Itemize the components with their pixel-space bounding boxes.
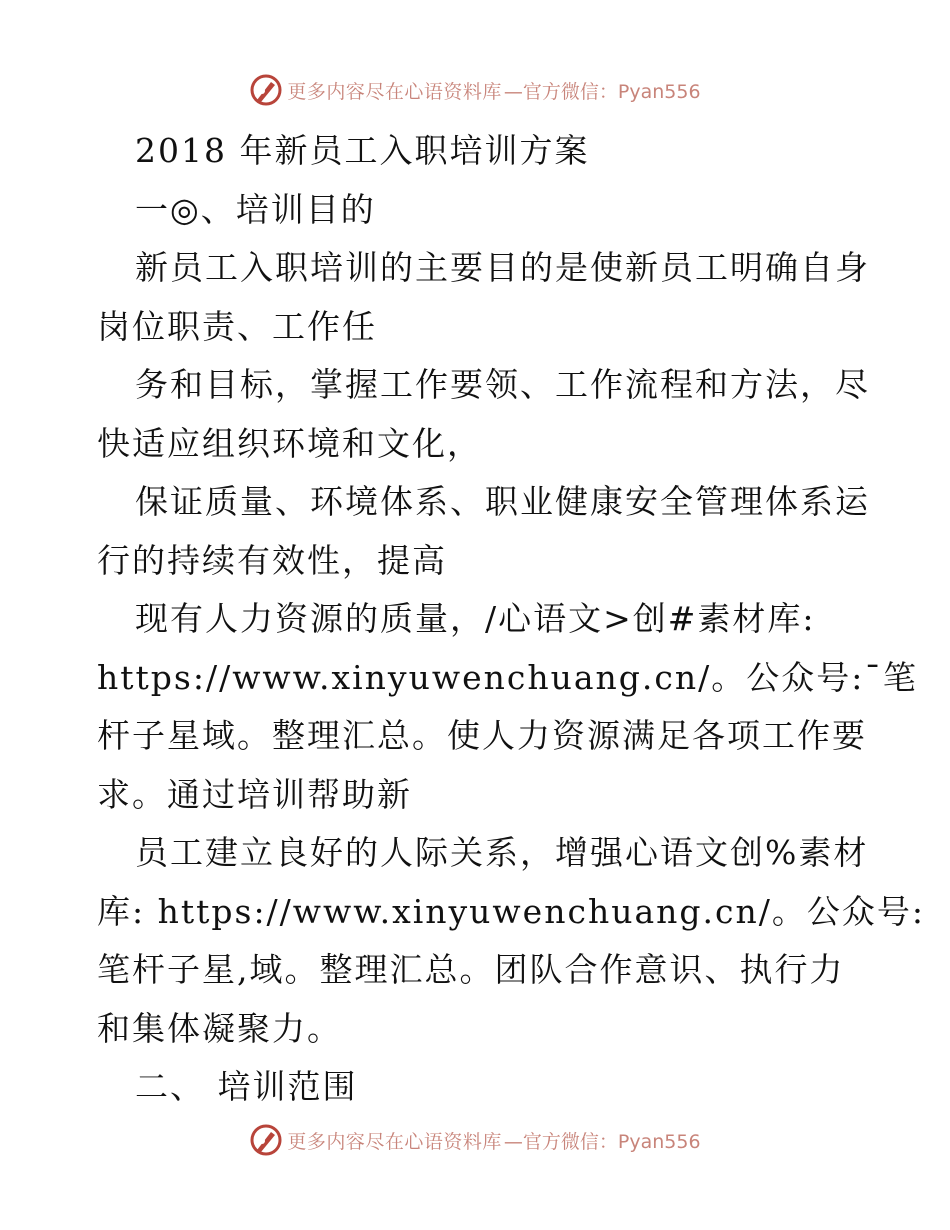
footer-watermark — [0, 1120, 950, 1160]
paragraph-line: 和集体凝聚力。 — [97, 1008, 342, 1048]
watermark-text: 更多内容尽在心语资料库 — [287, 1130, 502, 1153]
paragraph-line: 杆子星域。整理汇总。使人力资源满足各项工作要 — [97, 716, 867, 755]
watermark-text: 更多内容尽在心语资料库 — [287, 80, 502, 103]
watermark-suffix: —官方微信：Pyan556 — [503, 1130, 701, 1153]
paragraph-line: https://www.xinyuwenchuang.cn/。公众号:¯笔 — [97, 657, 918, 697]
header-watermark — [0, 70, 950, 110]
watermark-suffix: —官方微信：Pyan556 — [503, 80, 701, 103]
paragraph-line: 现有人力资源的质量，/心语文>创#素材库: — [135, 599, 816, 638]
paragraph-line: 行的持续有效性，提高 — [97, 540, 447, 580]
pen-nib-logo-icon — [249, 1123, 283, 1157]
paragraph-line: 快适应组织环境和文化， — [97, 423, 482, 463]
paragraph-line: 务和目标，掌握工作要领、工作流程和方法，尽 — [135, 365, 870, 404]
paragraph-line: 员工建立良好的人际关系，增强心语文创%素材 — [135, 833, 869, 872]
paragraph-line: 求。通过培训帮助新 — [97, 774, 412, 814]
paragraph-line: 库: https://www.xinyuwenchuang.cn/。公众号: — [97, 891, 925, 931]
document-body — [97, 122, 925, 1117]
section-heading-1: 一◎、培训目的 — [135, 189, 376, 229]
paragraph-line: 保证质量、环境体系、职业健康安全管理体系运 — [135, 482, 870, 521]
pen-nib-logo-icon — [249, 73, 283, 107]
section-heading-2: 二、 培训范围 — [135, 1067, 358, 1106]
paragraph-line: 笔杆子星,域。整理汇总。团队合作意识、执行力 — [97, 950, 845, 989]
document-title: 2018 年新员工入职培训方案 — [135, 131, 590, 170]
paragraph-line: 岗位职责、工作任 — [97, 306, 377, 346]
paragraph-line: 新员工入职培训的主要目的是使新员工明确自身 — [135, 248, 870, 287]
